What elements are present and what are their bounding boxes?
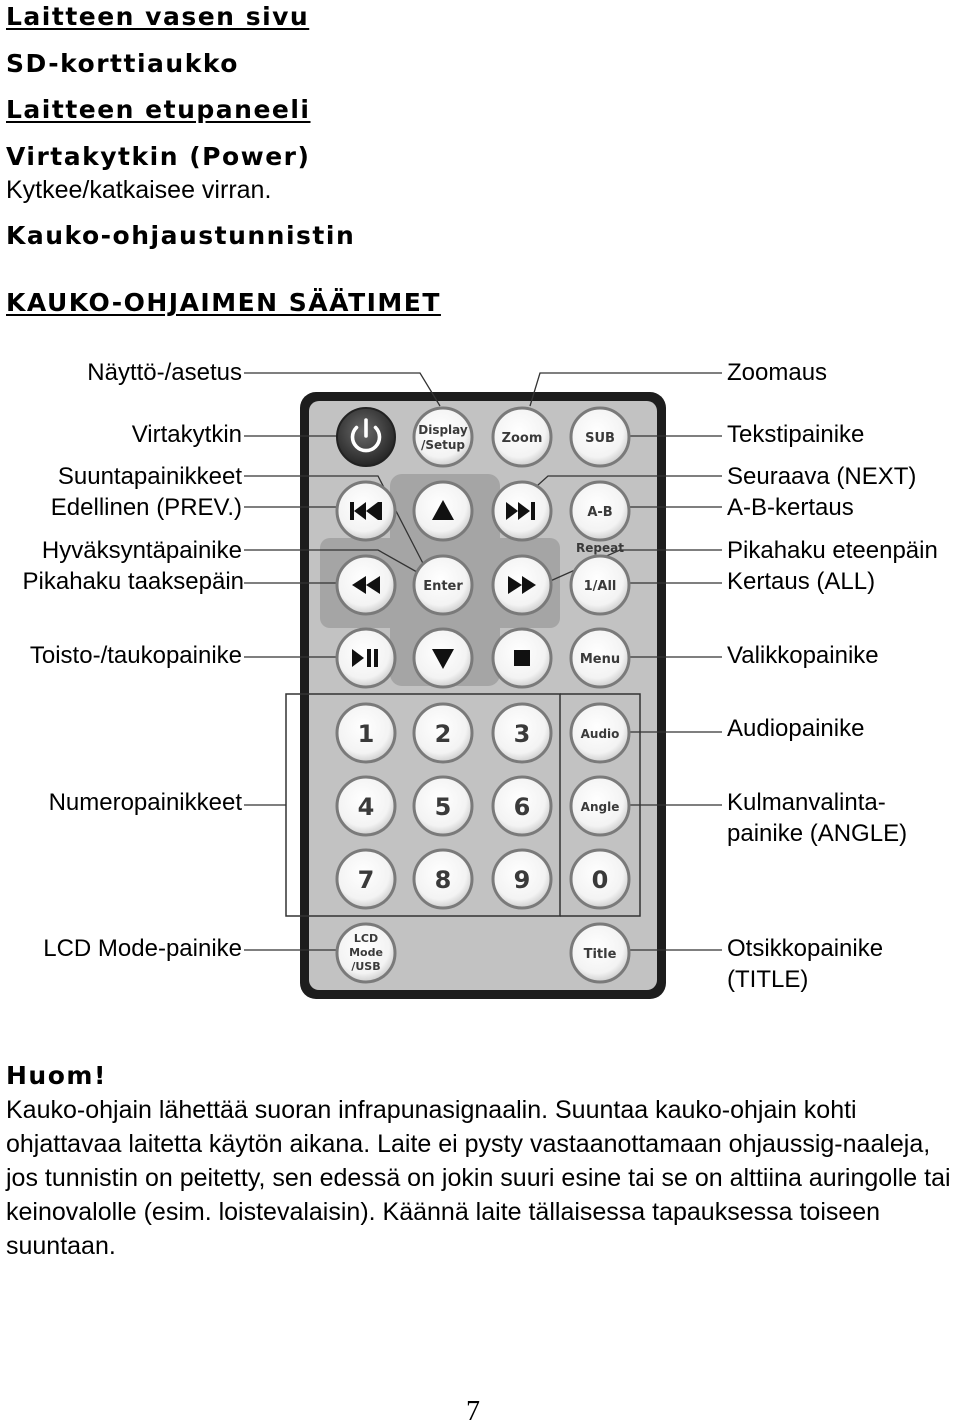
svg-text:5: 5 [434, 793, 452, 821]
label-title-line2: (TITLE) [727, 966, 809, 993]
up-button[interactable] [414, 482, 472, 540]
stop-icon [514, 650, 530, 666]
number-6-button[interactable] [493, 777, 551, 835]
svg-text:SUB: SUB [585, 431, 615, 446]
svg-text:3: 3 [513, 720, 531, 748]
svg-text:2: 2 [434, 720, 452, 748]
power-description: Kytkee/katkaisee virran. [6, 176, 272, 204]
label-forward: Pikahaku eteenpäin [727, 537, 938, 564]
svg-text:Menu: Menu [579, 652, 621, 667]
number-5-button[interactable] [414, 777, 472, 835]
svg-text:9: 9 [513, 866, 531, 894]
number-4-button[interactable] [337, 777, 395, 835]
heading-left-side: Laitteen vasen sivu [6, 2, 310, 31]
down-button[interactable] [414, 629, 472, 687]
label-zoom: Zoomaus [727, 359, 828, 386]
heading-sd-slot: SD-korttiaukko [6, 49, 239, 78]
title-button[interactable] [571, 924, 629, 982]
label-enter: Hyväksyntäpainike [41, 537, 242, 564]
label-next: Seuraava (NEXT) [727, 463, 917, 490]
label-audio: Audiopainike [727, 715, 865, 742]
svg-text:6: 6 [513, 793, 531, 821]
forward-button[interactable] [493, 556, 551, 614]
svg-text:Angle: Angle [580, 800, 620, 814]
svg-text:4: 4 [357, 793, 375, 821]
number-9-button[interactable] [493, 850, 551, 908]
label-direction: Suuntapainikkeet [57, 463, 242, 490]
heading-front-panel: Laitteen etupaneeli [6, 95, 311, 124]
label-rewind: Pikahaku taaksepäin [22, 568, 244, 595]
ab-button[interactable] [571, 482, 629, 540]
label-subtitle: Tekstipainike [727, 421, 865, 448]
number-7-button[interactable] [337, 850, 395, 908]
svg-text:/USB: /USB [351, 960, 381, 973]
label-angle-line1: Kulmanvalinta- [727, 789, 886, 816]
number-2-button[interactable] [414, 704, 472, 762]
repeat-label: Repeat [576, 541, 624, 555]
number-1-button[interactable] [337, 704, 395, 762]
heading-remote-controls: KAUKO-OHJAIMEN SÄÄTIMET [6, 288, 441, 317]
stop-button[interactable] [493, 629, 551, 687]
rewind-button[interactable] [337, 556, 395, 614]
label-lcd-mode: LCD Mode-painike [43, 935, 242, 962]
next-button[interactable] [493, 482, 551, 540]
label-display-setup: Näyttö-/asetus [87, 359, 242, 386]
svg-text:Enter: Enter [423, 579, 463, 594]
svg-text:LCD: LCD [353, 932, 379, 945]
label-prev: Edellinen (PREV.) [50, 494, 242, 521]
svg-text:Title: Title [583, 947, 617, 962]
label-play-pause: Toisto-/taukopainike [29, 642, 242, 669]
angle-button[interactable] [571, 777, 629, 835]
svg-text:Audio: Audio [580, 727, 620, 741]
play-pause-button[interactable] [337, 629, 395, 687]
number-3-button[interactable] [493, 704, 551, 762]
svg-text:7: 7 [357, 866, 375, 894]
number-0-button[interactable] [571, 850, 629, 908]
svg-text:1/All: 1/All [583, 579, 617, 594]
label-menu: Valikkopainike [727, 642, 879, 669]
svg-text:Zoom: Zoom [501, 431, 543, 446]
sub-button[interactable] [571, 408, 629, 466]
svg-text:Mode: Mode [349, 946, 383, 959]
heading-ir-sensor: Kauko-ohjaustunnistin [6, 221, 356, 250]
number-8-button[interactable] [414, 850, 472, 908]
label-ab: A-B-kertaus [727, 494, 854, 521]
label-power: Virtakytkin [131, 421, 242, 448]
zoom-button[interactable] [493, 408, 551, 466]
svg-text:Display: Display [418, 423, 468, 437]
display-setup-button[interactable] [414, 408, 472, 466]
svg-text:/Setup: /Setup [420, 438, 466, 452]
note-text: Kauko-ohjain lähettää suoran infrapunasignaalin. Suuntaa kauko-ohjain kohti ohjattavaa laitetta käytön aikana. Laite ei pysty vastaanottamaan ohjaussig-naaleja, jos tunnistin on peitetty, sen edessä on jokin suuri esine tai se on alttiina auringolle tai keinovalolle (esim. loistevalaisin). Käännä laite tällaisessa tapauksessa toiseen suuntaan. [6, 1096, 951, 1260]
label-angle-line2: painike (ANGLE) [727, 820, 908, 847]
menu-button[interactable] [571, 629, 629, 687]
heading-power-switch: Virtakytkin (Power) [6, 142, 311, 171]
svg-text:A-B: A-B [587, 505, 613, 520]
enter-button[interactable] [414, 556, 472, 614]
prev-button[interactable] [337, 482, 395, 540]
svg-text:1: 1 [357, 720, 375, 748]
label-title-line1: Otsikkopainike [727, 935, 884, 962]
note-title: Huom! [6, 1061, 107, 1090]
label-numbers: Numeropainikkeet [48, 789, 242, 816]
svg-text:8: 8 [434, 866, 452, 894]
page-number: 7 [466, 1396, 480, 1427]
power-button[interactable] [337, 408, 395, 466]
repeat-all-button[interactable] [571, 556, 629, 614]
lcd-mode-button[interactable] [337, 924, 395, 982]
label-repeat-all: Kertaus (ALL) [727, 568, 876, 595]
audio-button[interactable] [571, 704, 629, 762]
svg-text:0: 0 [591, 866, 609, 894]
